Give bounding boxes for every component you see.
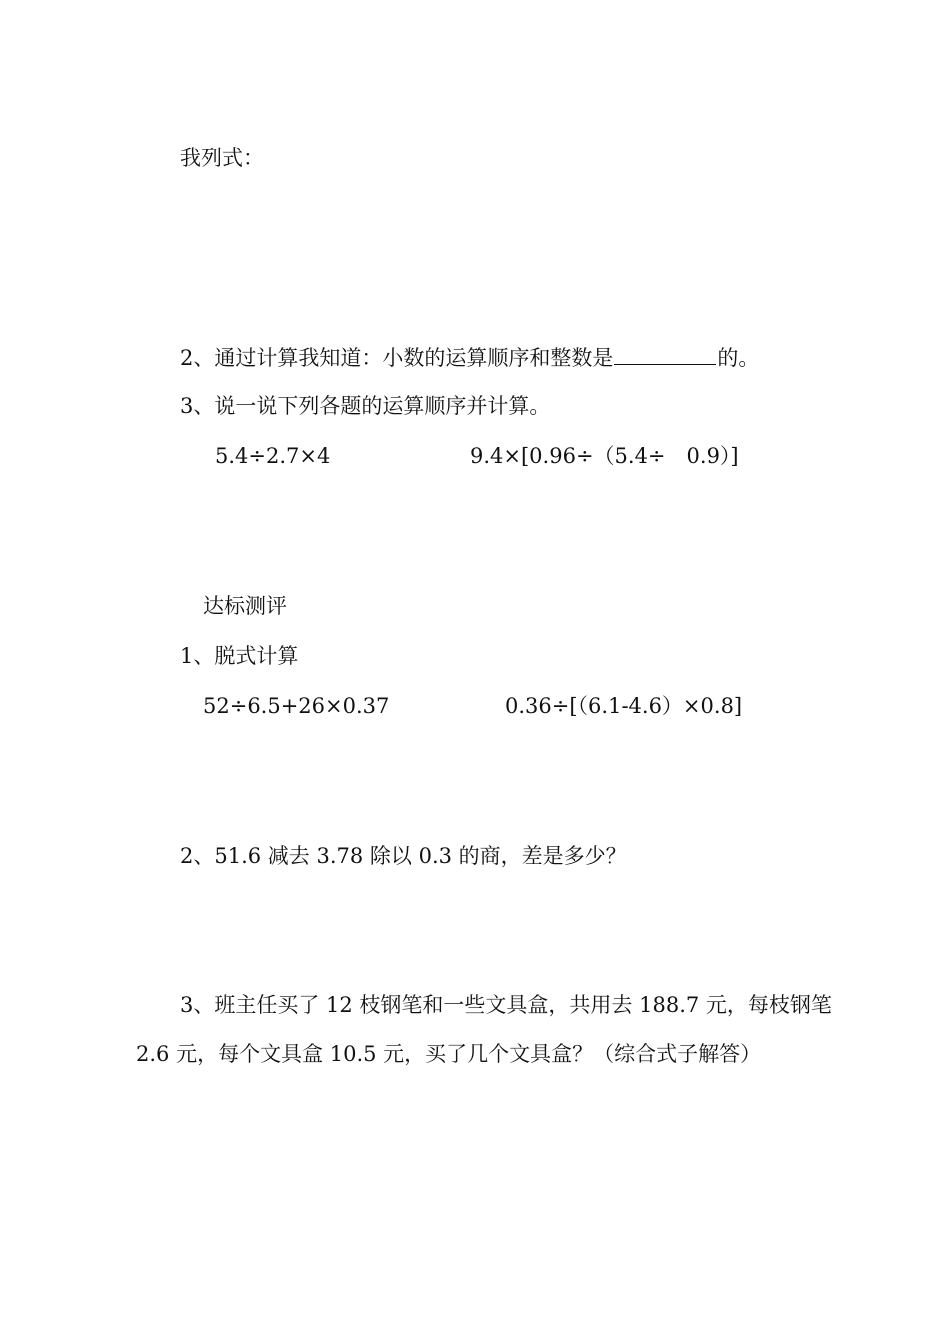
test-1-expression-b: 0.36÷[（6.1-4.6）×0.8] — [505, 694, 743, 718]
test-3-line-1: 3、班主任买了 12 枝钢笔和一些文具盒，共用去 188.7 元，每枝钢笔 — [180, 993, 832, 1017]
expression-b: 9.4×[0.96÷（5.4÷ 0.9）] — [470, 444, 739, 468]
test-1-text: 1、脱式计算 — [180, 644, 299, 668]
test-2-text: 2、51.6 减去 3.78 除以 0.3 的商，差是多少？ — [180, 844, 627, 868]
test-1-expression-a: 52÷6.5+26×0.37 — [203, 694, 390, 718]
expression-a: 5.4÷2.7×4 — [215, 444, 331, 468]
question-2-text: 2、通过计算我知道：小数的运算顺序和整数是 — [180, 346, 614, 370]
test-3-line-2: 2.6 元，每个文具盒 10.5 元，买了几个文具盒？（综合式子解答） — [136, 1042, 762, 1066]
question-3-text: 3、说一说下列各题的运算顺序并计算。 — [180, 394, 551, 418]
wo-lieshi-label: 我列式： — [180, 146, 264, 170]
question-2-operation-order — [180, 342, 759, 372]
answer-blank[interactable] — [614, 342, 716, 365]
section-title: 达标测评 — [203, 594, 287, 618]
question-2-suffix: 的。 — [717, 346, 760, 370]
